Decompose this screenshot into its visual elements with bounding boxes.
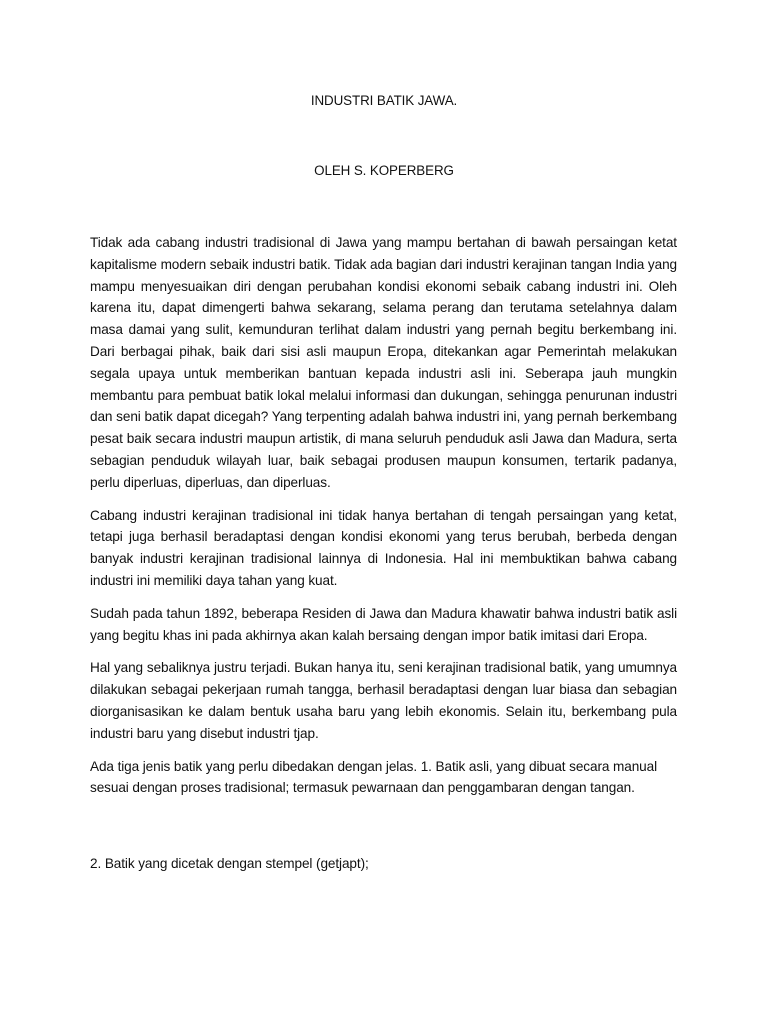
paragraph: Tidak ada cabang industri tradisional di Jawa yang mampu bertahan di bawah persaingan ketat kapitalisme modern sebaik industri batik. Tidak ada bagian dari industri kerajinan tangan India yang mampu menyesuaikan diri dengan perubahan kondisi ekonomi sebaik cabang industri ini. Oleh karena itu, dapat dimengerti bahwa sekarang, selama perang dan terutama setelahnya dalam masa damai yang sulit, kemunduran terlihat dalam industri yang pernah begitu berkembang ini. Dari berbagai pihak, baik dari sisi asli maupun Eropa, ditekankan agar Pemerintah melakukan segala upaya untuk memberikan bantuan kepada industri asli ini. Seberapa jauh mungkin membantu para pembuat batik lokal melalui informasi dan dukungan, sehingga penurunan industri dan seni batik dapat dicegah? Yang terpenting adalah bahwa industri ini, yang pernah berkembang pesat baik secara industri maupun artistik, di mana seluruh penduduk asli Jawa dan Madura, serta sebagian penduduk wilayah luar, baik sebagai produsen maupun konsumen, tertarik padanya, perlu diperluas, diperluas, dan diperluas. bbox=[90, 235, 677, 490]
document-author: OLEH S. KOPERBERG bbox=[314, 163, 454, 178]
paragraph: Hal yang sebaliknya justru terjadi. Bukan hanya itu, seni kerajinan tradisional batik, yang umumnya dilakukan sebagai pekerjaan rumah tangga, berhasil beradaptasi dengan luar biasa dan sebagian diorganisasikan ke dalam bentuk usaha baru yang lebih ekonomis. Selain itu, berkembang pula industri baru yang disebut industri tjap. bbox=[90, 660, 677, 741]
document-title: INDUSTRI BATIK JAWA. bbox=[310, 93, 458, 108]
paragraph: 2. Batik yang dicetak dengan stempel (getjapt); bbox=[90, 856, 369, 872]
paragraph: Sudah pada tahun 1892, beberapa Residen di Jawa dan Madura khawatir bahwa industri batik asli yang begitu khas ini pada akhirnya akan kalah bersaing dengan impor batik imitasi dari Eropa. bbox=[90, 605, 677, 643]
document-body bbox=[90, 232, 677, 886]
paragraph: Ada tiga jenis batik yang perlu dibedakan dengan jelas. 1. Batik asli, yang dibuat secara manual sesuai dengan proses tradisional; termasuk pewarnaan dan penggambaran dengan tangan. bbox=[90, 758, 658, 796]
paragraph: Cabang industri kerajinan tradisional ini tidak hanya bertahan di tengah persaingan yang ketat, tetapi juga berhasil beradaptasi dengan kondisi ekonomi yang terus berubah, berbeda dengan banyak industri kerajinan tradisional lainnya di Indonesia. Hal ini membuktikan bahwa cabang industri ini memiliki daya tahan yang kuat. bbox=[90, 507, 677, 588]
